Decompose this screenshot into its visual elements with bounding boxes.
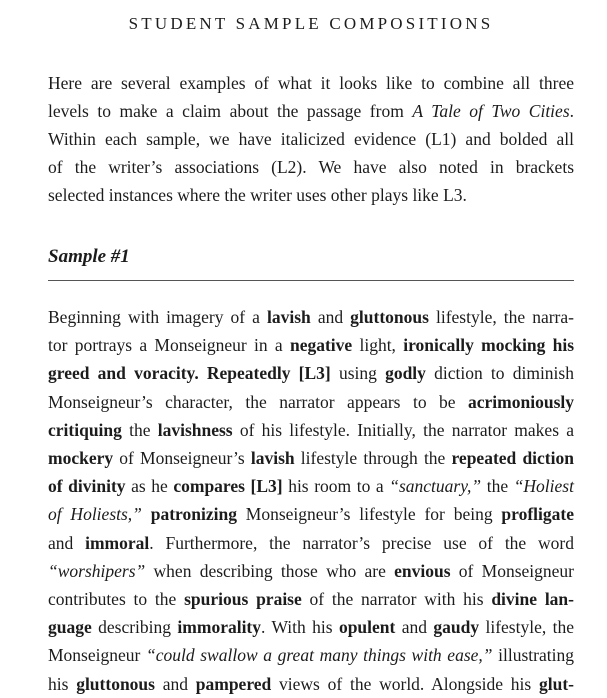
intro-text: Here are several examples of what it looks like to combine all three [48,73,574,93]
association-bold: godly [385,363,426,384]
association-bold: guage [48,617,92,638]
sample-text: of the narrator with his [301,589,492,610]
association-bold: gaudy [433,617,480,638]
sample-text: tor portrays a Monseigneur in a [48,335,290,356]
sample-line [48,444,574,472]
association-bold: compares [L3] [173,476,283,497]
sample-text: and [310,307,351,327]
association-bold: gluttonous [76,673,155,694]
association-bold: spurious praise [184,589,302,610]
sample-line [48,500,574,528]
evidence-italic: “worshipers” [48,560,146,581]
sample-text: Monseigneur [48,645,146,666]
sample-text: diction to diminish [425,363,574,384]
association-bold: ironically mocking his [403,335,575,356]
intro-line [48,153,574,181]
sample-text: . With his [261,617,339,638]
sample-line [48,670,574,698]
association-bold: acrimoniously [468,391,574,412]
intro-line [48,125,574,153]
section-title: STUDENT SAMPLE COMPOSITIONS [128,14,494,33]
sample-line [48,331,574,359]
intro-text: levels to make a claim about the passage from [48,101,413,121]
heading-divider [48,280,574,281]
association-bold: glut- [538,673,574,694]
association-bold: gluttonous [350,307,429,327]
sample-text: light, [352,335,404,356]
sample-text: the [121,419,158,440]
association-bold: mockery [48,448,114,469]
sample-heading: Sample #1 [48,246,130,267]
association-bold: immorality [177,617,262,638]
intro-paragraph [48,69,574,209]
sample-text: views of the world. Alongside his [271,673,539,694]
association-bold: lavish [250,448,295,469]
sample-text: when describing those who are [145,560,395,581]
sample-text: illustrating [492,645,574,666]
association-bold: critiquing [48,419,122,440]
association-bold: of divinity [48,476,126,497]
sample-text: Monseigneur’s lifestyle for being [236,504,502,525]
association-bold: envious [394,560,451,581]
association-bold: lavishness [157,419,233,440]
intro-text: selected instances where the writer uses other plays like L3. [48,185,467,205]
sample-text: as he [125,476,174,497]
sample-line [48,303,574,331]
sample-text: of Monseigneur [450,560,574,581]
sample-text: Beginning with imagery of a [48,307,267,327]
association-bold: negative [289,335,353,356]
sample-line [48,359,574,387]
sample-line [48,388,574,416]
sample-text: Monseigneur’s character, the narrator appears to be [48,391,469,412]
sample-line [48,613,574,641]
intro-line [48,97,574,125]
sample-text: lifestyle, the [479,617,574,638]
sample-text: and [395,617,434,638]
association-bold: repeated diction [451,448,574,469]
sample-text: and [154,673,196,694]
sample-text: lifestyle through the [294,448,452,469]
sample-text [142,504,151,524]
sample-text: lifestyle, the narra- [428,307,574,327]
evidence-italic: “could swallow a great many things with ease,” [145,645,493,666]
association-bold: opulent [338,617,396,638]
sample-line [48,472,574,500]
book-title: A Tale of Two Cities [412,101,570,121]
evidence-italic: “sanctuary,” [389,476,482,497]
evidence-italic: “Holiest [513,476,574,497]
sample-text: of Monseigneur’s [113,448,251,469]
association-bold: pampered [195,673,272,694]
sample-text: the [481,476,514,497]
association-bold: profligate [501,504,574,525]
association-bold: lavish [266,307,311,327]
sample-line [48,557,574,585]
sample-line [48,416,574,444]
intro-line [48,181,574,209]
sample-text: describing [91,617,178,638]
intro-text: . [569,101,574,121]
sample-text: of his lifestyle. Initially, the narrator makes a [232,419,574,440]
association-bold: patronizing [150,504,237,525]
sample-line [48,641,574,669]
sample-line [48,585,574,613]
sample-text: and [48,532,86,553]
intro-line [48,69,574,97]
association-bold: immoral [85,532,150,553]
sample-text: his room to a [282,476,390,497]
association-bold: divine lan- [491,589,574,610]
sample-text: his [48,673,77,694]
evidence-italic: of Holiests,” [48,504,142,525]
intro-text: Within each sample, we have italicized evidence (L1) and bolded all [48,129,574,149]
association-bold: greed and voracity. Repeatedly [L3] [48,363,331,384]
sample-text: . Furthermore, the narrator’s precise use of the word [149,532,574,553]
intro-text: of the writer’s associations (L2). We have also noted in brackets [48,157,574,177]
sample-text: using [330,363,386,384]
document-page [48,0,574,698]
sample-text: contributes to the [48,589,185,610]
sample-line [48,529,574,557]
sample-paragraph [48,303,574,698]
